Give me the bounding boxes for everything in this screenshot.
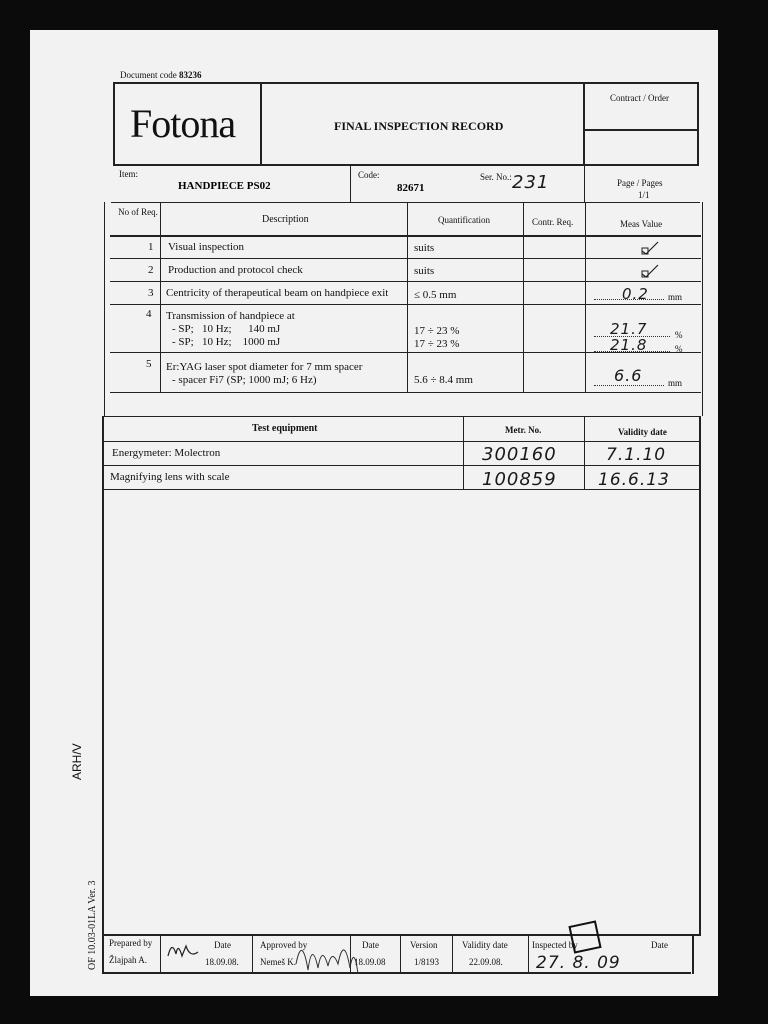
code-label: Code: — [358, 170, 380, 180]
row-5-quant: 5.6 ÷ 8.4 mm — [414, 374, 473, 386]
page-value: 1/1 — [638, 190, 650, 200]
prepared-by-label: Prepared by — [109, 938, 153, 948]
row-4-unit-2: % — [675, 344, 683, 354]
prepared-date: 18.09.08. — [205, 957, 239, 967]
validity-date-label: Validity date — [462, 940, 508, 950]
version-label: Version — [410, 940, 438, 950]
metr-no-header: Metr. No. — [505, 425, 542, 435]
approved-by-label: Approved by — [260, 940, 308, 950]
page-label: Page / Pages — [617, 178, 663, 188]
header-contr-req: Contr. Req. — [532, 217, 574, 227]
row-3-meas: 0.2 — [622, 285, 649, 303]
row-4-unit-1: % — [675, 330, 683, 340]
row-4-quant1: 17 ÷ 23 % — [414, 325, 460, 337]
row-4-meas1: 21.7 — [610, 320, 648, 338]
row-2-quant: suits — [414, 265, 435, 277]
equipment-1-name: Energymeter: Molectron — [112, 447, 221, 459]
row-2-no: 2 — [148, 264, 154, 276]
row-2-description: Production and protocol check — [168, 264, 303, 276]
document-code-label: Document code — [120, 70, 177, 80]
inspected-date: 27. 8. 09 — [536, 953, 621, 973]
prepared-signature — [164, 936, 204, 967]
inspected-by-label: Inspected by — [532, 940, 578, 950]
row-5-no: 5 — [146, 358, 152, 370]
equipment-1-metr: 300160 — [482, 444, 557, 465]
row-1-description: Visual inspection — [168, 241, 245, 253]
row-2-check-icon — [638, 261, 662, 286]
item-value: HANDPIECE PS02 — [178, 180, 271, 192]
document-code-value: 83236 — [178, 70, 202, 80]
inspected-date-label: Date — [651, 940, 668, 950]
row-1-check-icon — [638, 238, 662, 263]
form-number-side-label: OF 10.03-01LA Ver. 3 — [87, 880, 98, 970]
row-5-unit: mm — [668, 378, 683, 388]
contract-order-label: Contract / Order — [610, 93, 669, 103]
equipment-1-validity: 7.1.10 — [606, 445, 667, 465]
validity-date-value: 22.09.08. — [469, 957, 503, 967]
header-no-of-req: No of Req. — [118, 207, 158, 217]
row-3-unit: mm — [668, 292, 683, 302]
row-1-no: 1 — [148, 241, 154, 253]
row-3-no: 3 — [148, 287, 154, 299]
row-4-no: 4 — [146, 308, 152, 320]
row-5-description: Er:YAG laser spot diameter for 7 mm spacer — [166, 361, 363, 373]
validity-date-header: Validity date — [618, 427, 667, 437]
prepared-by-name: Žlajpah A. — [109, 955, 147, 965]
row-4-meas2: 21.8 — [610, 336, 648, 354]
item-label: Item: — [119, 169, 138, 179]
header-description: Description — [262, 214, 309, 225]
document-code — [120, 70, 201, 80]
arh-side-label: ARH/V — [70, 743, 84, 780]
equipment-header: Test equipment — [252, 423, 318, 434]
form-title: FINAL INSPECTION RECORD — [334, 119, 504, 133]
equipment-2-metr: 100859 — [482, 469, 557, 490]
row-3-quant: ≤ 0.5 mm — [414, 289, 457, 301]
row-4-quant2: 17 ÷ 23 % — [414, 338, 460, 350]
code-value: 82671 — [397, 182, 425, 194]
row-4-sub1: - SP; 10 Hz; 140 mJ — [172, 323, 281, 335]
approved-date-label: Date — [362, 940, 379, 950]
fotona-logo: Fotona — [130, 101, 236, 146]
equipment-2-validity: 16.6.13 — [598, 470, 670, 490]
row-5-sub1: - spacer Fi7 (SP; 1000 mJ; 6 Hz) — [172, 374, 317, 386]
row-3-description: Centricity of therapeutical beam on handpiece exit — [166, 287, 389, 299]
ser-no-label: Ser. No.: — [480, 172, 512, 182]
version-value: 1/8193 — [414, 957, 440, 967]
approved-date: 18.09.08 — [354, 957, 386, 967]
row-1-quant: suits — [414, 242, 435, 254]
equipment-2-name: Magnifying lens with scale — [110, 471, 230, 483]
header-meas-value: Meas Value — [620, 219, 663, 229]
prepared-date-label: Date — [214, 940, 231, 950]
row-5-meas: 6.6 — [614, 366, 643, 385]
approved-by-name: Nemeš K. — [260, 957, 296, 967]
row-4-description: Transmission of handpiece at — [166, 310, 295, 322]
header-quantification: Quantification — [438, 215, 490, 225]
ser-no-value: 231 — [512, 172, 550, 193]
row-4-sub2: - SP; 10 Hz; 1000 mJ — [172, 336, 281, 348]
